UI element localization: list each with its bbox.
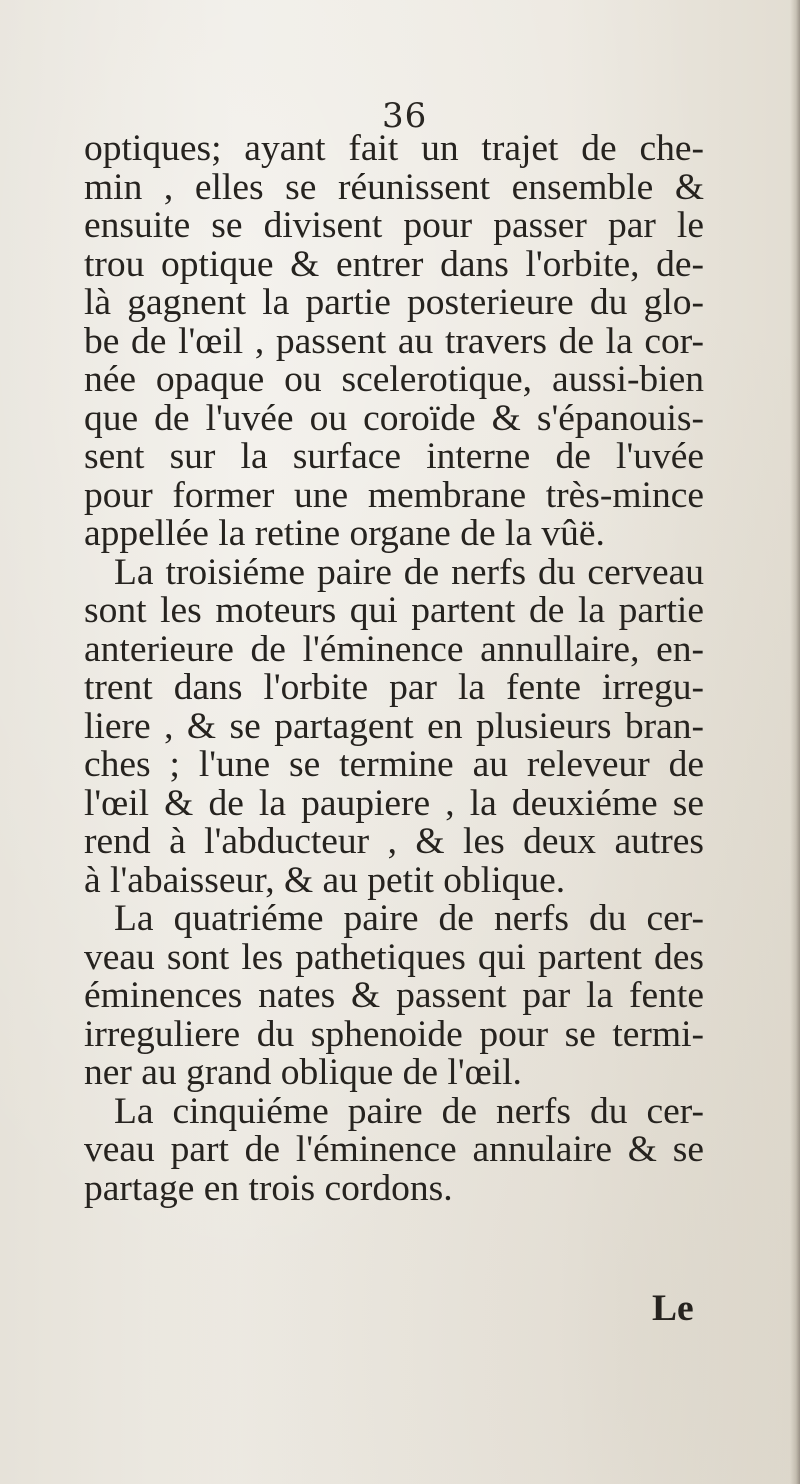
text-line: rend à l'abducteur , & les deux autres: [84, 821, 704, 862]
text-line: La cinquiéme paire de nerfs du cer-: [114, 1090, 704, 1132]
text-line: ner au grand oblique de l'œil.: [84, 1052, 522, 1093]
text-line: anterieure de l'éminence annullaire, en-: [84, 628, 704, 670]
text-line: ensuite se divisent pour passer par le: [84, 205, 704, 246]
text-line: trou optique & entrer dans l'orbite, de-: [84, 243, 704, 285]
text-line: trent dans l'orbite par la fente irregu-: [84, 667, 704, 708]
text-line: veau sont les pathetiques qui partent des: [84, 936, 704, 978]
text-line: éminences nates & passent par la fente: [84, 975, 704, 1016]
paragraph-4: [84, 1090, 704, 1209]
text-line: pour former une membrane très-mince: [84, 474, 704, 516]
text-line: optiques; ayant fait un trajet de che-: [84, 128, 704, 169]
text-line: liere , & se partagent en plusieurs bran-: [84, 705, 704, 747]
text-line: La quatriéme paire de nerfs du cer-: [114, 898, 704, 939]
body-text: [84, 130, 704, 1208]
text-line: be de l'œil , passent au travers de la cor-: [84, 320, 704, 362]
paragraph-1: [84, 130, 704, 554]
paragraph-2: [84, 551, 704, 901]
page-number: 36: [382, 96, 428, 136]
catchword: Le: [652, 1288, 694, 1329]
text-line: que de l'uvée ou coroïde & s'épanouis-: [84, 397, 704, 439]
text-line: à l'abaisseur, & au petit oblique.: [84, 859, 566, 901]
text-line: appellée la retine organe de la vûë.: [84, 513, 605, 554]
text-line: ches ; l'une se termine au releveur de: [84, 744, 704, 785]
text-line: La troisiéme paire de nerfs du cerveau: [114, 551, 704, 593]
text-line: min , elles se réunissent ensemble &: [84, 166, 704, 208]
text-line: sont les moteurs qui partent de la partie: [84, 590, 704, 631]
text-line: sent sur la surface interne de l'uvée: [84, 436, 704, 477]
text-line: veau part de l'éminence annulaire & se: [84, 1129, 704, 1170]
paragraph-3: [84, 900, 704, 1093]
text-line: là gagnent la partie posterieure du glo-: [84, 282, 704, 323]
text-line: partage en trois cordons.: [84, 1167, 453, 1209]
text-line: née opaque ou scelerotique, aussi-bien: [84, 359, 704, 400]
text-line: irreguliere du sphenoide pour se termi-: [84, 1013, 704, 1055]
text-line: l'œil & de la paupiere , la deuxiéme se: [84, 782, 704, 824]
page-edge-shadow: [790, 0, 800, 1484]
